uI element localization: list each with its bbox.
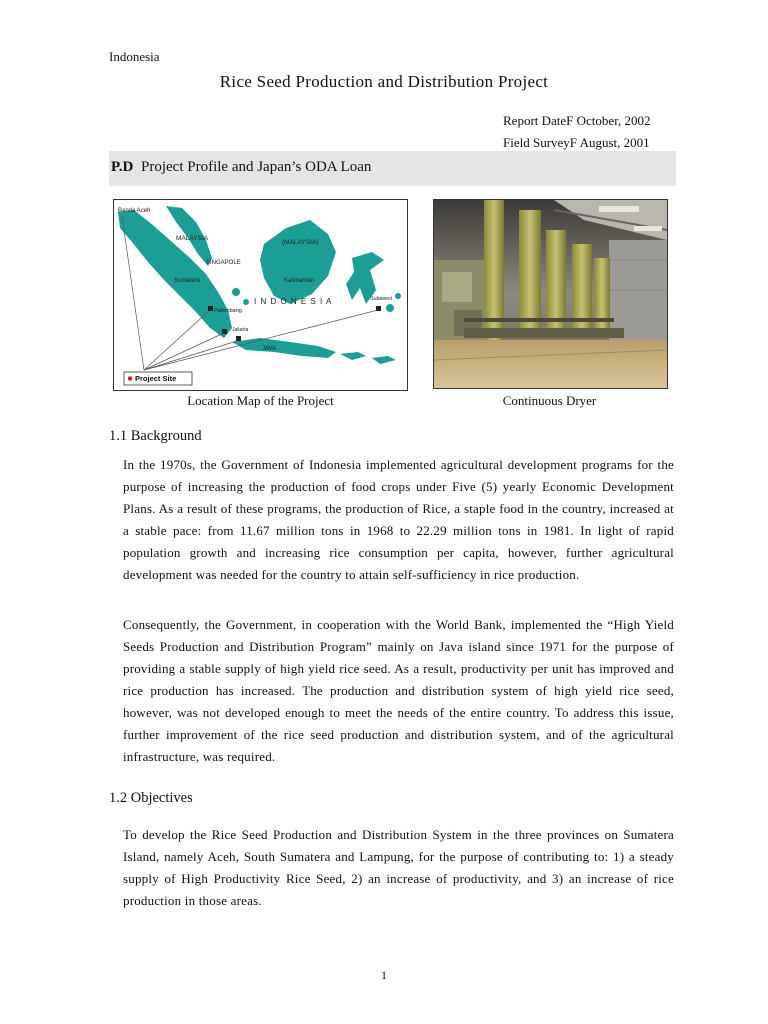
- label-palembang: Palembang: [214, 308, 242, 314]
- map-illustration: [114, 200, 407, 390]
- photo-caption: Continuous Dryer: [502, 393, 597, 408]
- section-title: Project Profile and Japan’s ODA Loan: [141, 159, 372, 175]
- continuous-dryer-photo: [433, 199, 668, 389]
- page-number: 1: [381, 968, 387, 982]
- report-date: Report DateF October, 2002: [503, 113, 651, 128]
- label-banda-aceh: Banda Aceh: [118, 208, 151, 214]
- background-paragraph-2: Consequently, the Government, in cooperation with the World Bank, implemented the “High Yield Seeds Production and Distribution Program” mainly on Java island since 1971 for the purpose of providing a stable supply of high yield rice seed. As a result, productivity per unit has improved and rice production has increased. The production and distribution system of high yield rice seed, however, was not developed enough to meet the needs of the entire country. To address this issue, further improvement of the rice seed production and distribution system, and of the agricultural infrastructure, was required.: [123, 617, 674, 764]
- section-number: P.D: [111, 159, 134, 175]
- country-label: Indonesia: [109, 49, 160, 64]
- label-jakarta: Jakarta: [232, 327, 249, 333]
- objectives-heading: 1.2 Objectives: [109, 790, 193, 806]
- field-survey-date: Field SurveyF August, 2001: [503, 135, 650, 150]
- project-site-legend-icon: [128, 376, 132, 380]
- map-caption: Location Map of the Project: [187, 393, 334, 408]
- label-sulawesi: Sulawesi: [370, 296, 393, 302]
- label-sumatera: Sumatera: [174, 278, 201, 284]
- label-kalimantan: Kalimantan: [284, 278, 315, 284]
- page-title: Rice Seed Production and Distribution Project: [219, 72, 549, 91]
- dryer-illustration: [434, 200, 667, 388]
- background-paragraph-1: In the 1970s, the Government of Indonesia implemented agricultural development programs for the purpose of increasing the production of food crops under Five (5) yearly Economic Development Plans. As a result of these programs, the production of Rice, a staple food in the country, increased at a stable pace: from 11.67 million tons in 1968 to 22.29 million tons in 1981. In light of rapid population growth and increasing rice consumption per capita, however, further agricultural development was needed for the country to attain self-sufficiency in rice production.: [123, 457, 674, 582]
- label-malaysia-borneo: (MALAYSIA): [282, 239, 319, 246]
- label-singapore: SINGAPOLE: [206, 260, 241, 266]
- background-heading: 1.1 Background: [109, 428, 202, 444]
- label-java: JAVA: [262, 346, 277, 352]
- objectives-paragraph: To develop the Rice Seed Production and Distribution System in the three provinces on Sumatera Island, namely Aceh, South Sumatera and Lampung, for the purpose of contributing to: 1) a steady supply of High Productivity Rice Seed, 2) an increase of productivity, and 3) an increase of rice production in those areas.: [123, 827, 674, 908]
- section-header-bar: [109, 151, 676, 186]
- legend-project-site: Project Site: [135, 374, 177, 383]
- label-indonesia: I N D O N E S I A: [254, 297, 333, 306]
- location-map: [113, 199, 408, 391]
- label-malaysia: MALAYSIA: [176, 235, 209, 242]
